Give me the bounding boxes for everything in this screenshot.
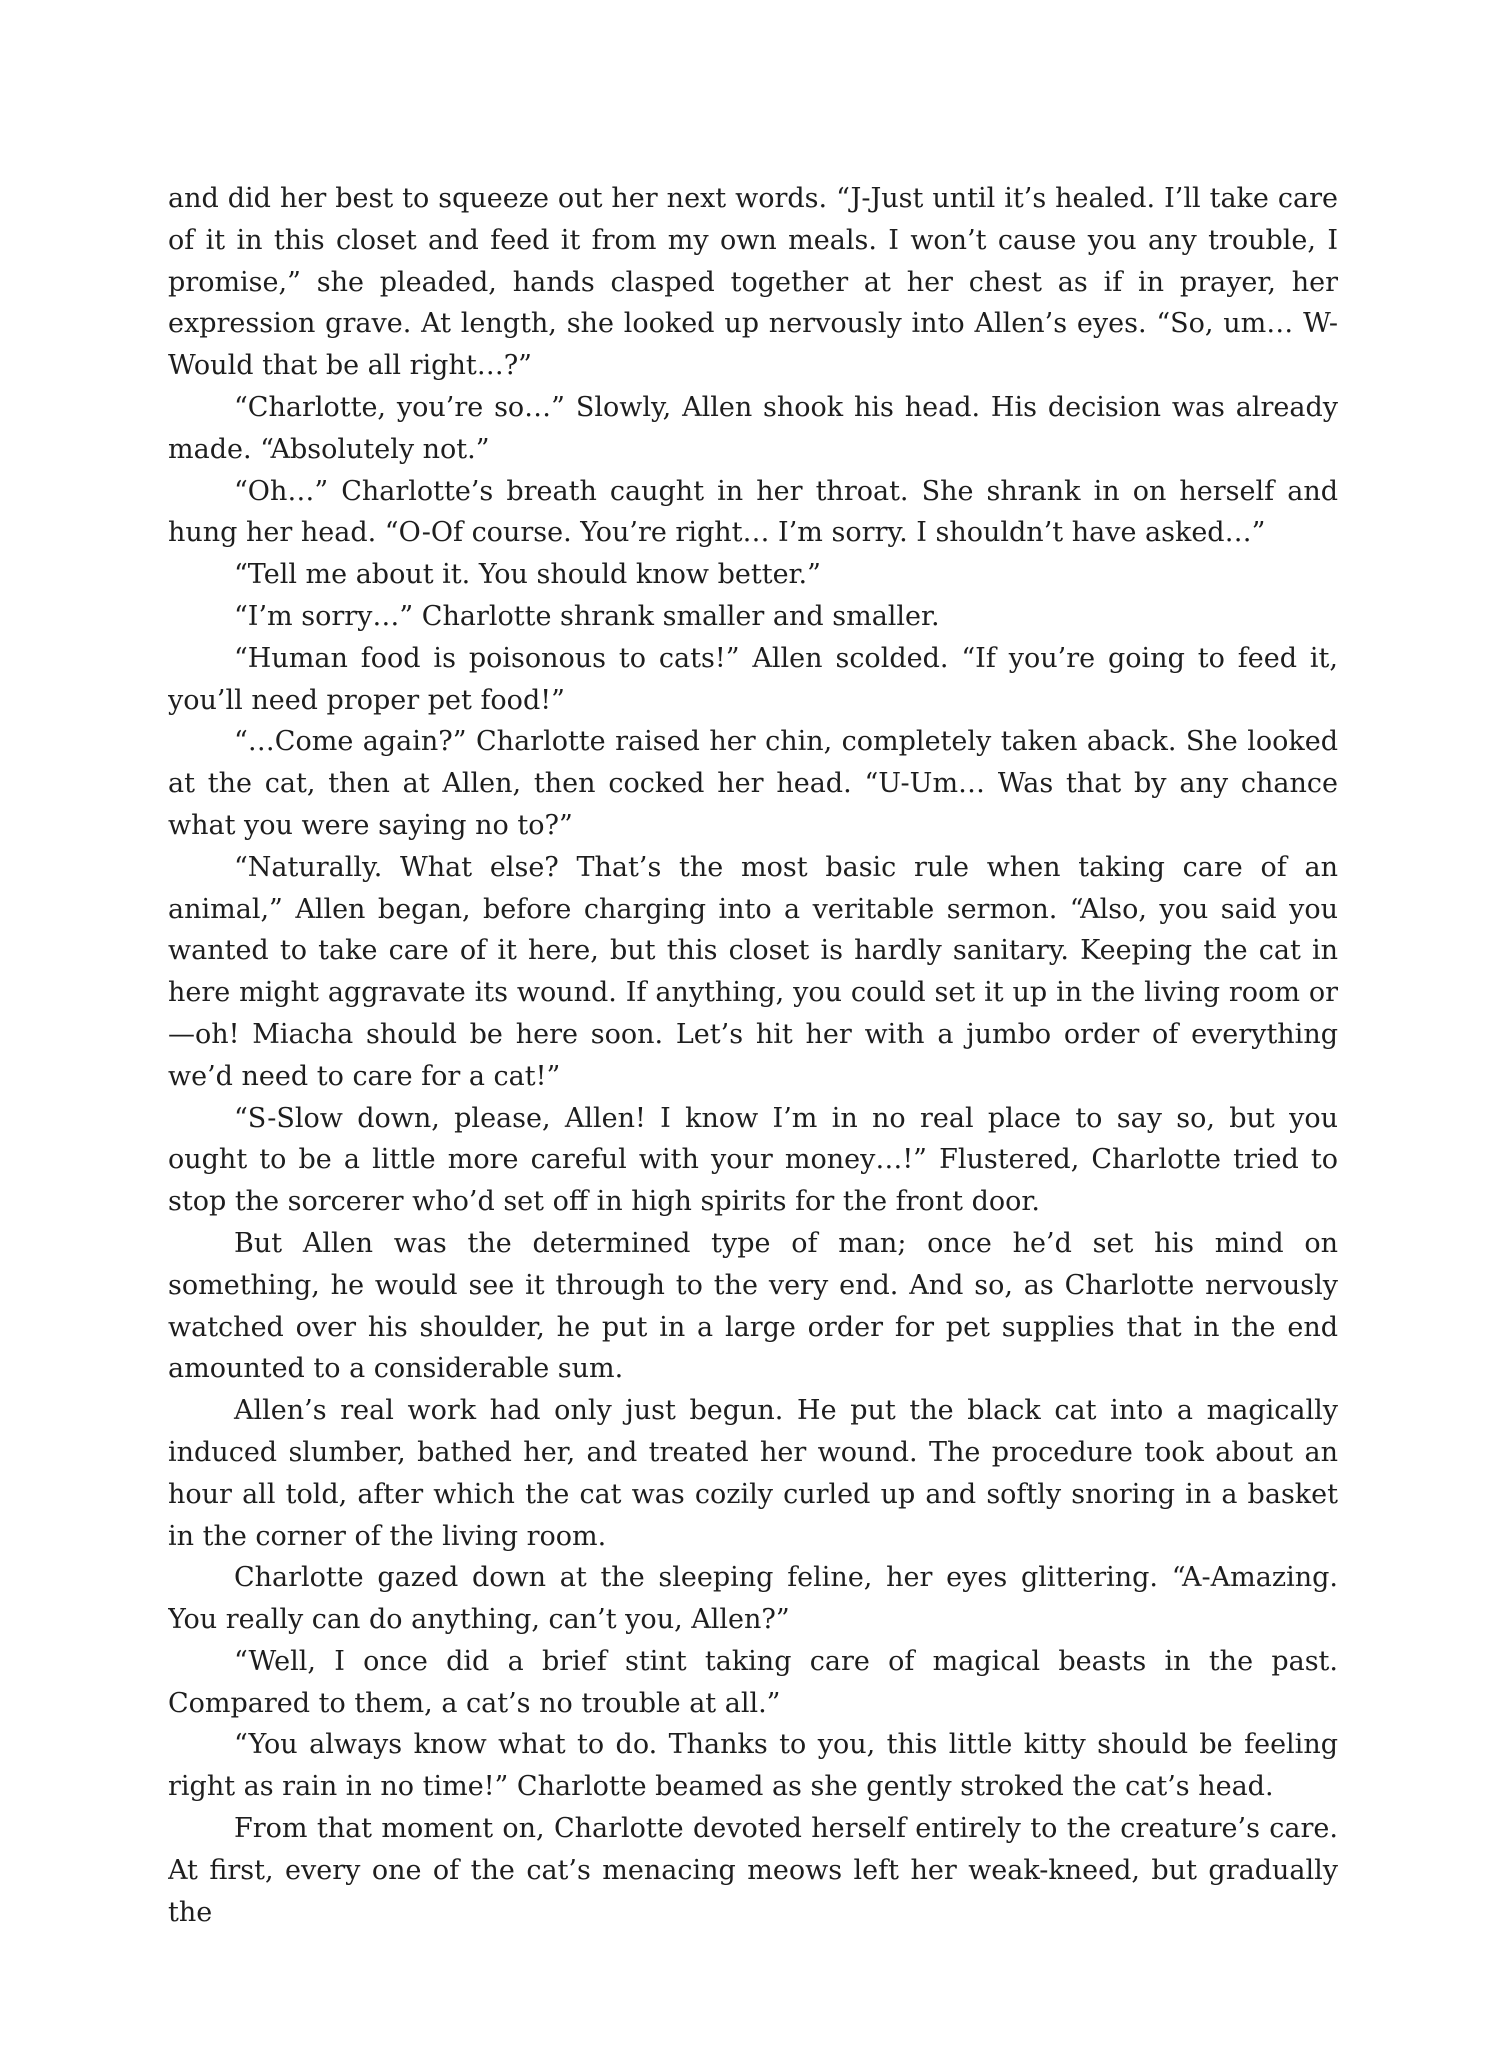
book-page bbox=[168, 178, 1338, 2008]
paragraph-13: “Well, I once did a brief stint taking care of magical beasts in the past. Compared to them, a cat’s no trouble at all.” bbox=[168, 1645, 1338, 1719]
paragraph-7: “…Come again?” Charlotte raised her chin, completely taken aback. She looked at the cat, then at Allen, then cocked her head. “U-Um… Was that by any chance what you were saying no to?” bbox=[168, 726, 1338, 841]
paragraph-15: From that moment on, Charlotte devoted herself entirely to the creature’s care. At first, every one of the cat’s menacing meows left her weak-kneed, but gradually the bbox=[168, 1813, 1338, 1928]
paragraph-1: and did her best to squeeze out her next words. “J-Just until it’s healed. I’ll take care of it in this closet and feed it from my own meals. I won’t cause you any trouble, I promise,” she pleaded, hands clasped together at her chest as if in prayer, her expression grave. At length, she looked up nervously into Allen’s eyes. “So, um… W-Would that be all right…?” bbox=[168, 183, 1338, 382]
paragraph-6: “Human food is poisonous to cats!” Allen scolded. “If you’re going to feed it, you’ll need proper pet food!” bbox=[168, 642, 1338, 716]
paragraph-14: “You always know what to do. Thanks to you, this little kitty should be feeling right as rain in no time!” Charlotte beamed as she gently stroked the cat’s head. bbox=[168, 1729, 1338, 1803]
paragraph-9: “S-Slow down, please, Allen! I know I’m in no real place to say so, but you ought to be a little more careful with your money…!” Flustered, Charlotte tried to stop the sorcerer who’d set off in high spirits for the front door. bbox=[168, 1102, 1338, 1218]
paragraph-4: “Tell me about it. You should know better.” bbox=[234, 559, 821, 591]
paragraph-5: “I’m sorry…” Charlotte shrank smaller and smaller. bbox=[234, 600, 940, 632]
paragraph-3: “Oh…” Charlotte’s breath caught in her throat. She shrank in on herself and hung her head. “O-Of course. You’re right… I’m sorry. I shouldn’t have asked…” bbox=[168, 475, 1338, 549]
paragraph-10: But Allen was the determined type of man; once he’d set his mind on something, he would see it through to the very end. And so, as Charlotte nervously watched over his shoulder, he put in a large order for pet supplies that in the end amounted to a considerable sum. bbox=[168, 1227, 1338, 1385]
paragraph-2: “Charlotte, you’re so…” Slowly, Allen shook his head. His decision was already made. “Absolutely not.” bbox=[168, 391, 1338, 465]
paragraph-12: Charlotte gazed down at the sleeping feline, her eyes glittering. “A-Amazing. You really can do anything, can’t you, Allen?” bbox=[168, 1562, 1338, 1636]
paragraph-11: Allen’s real work had only just begun. He put the black cat into a magically induced slumber, bathed her, and treated her wound. The procedure took about an hour all told, after which the cat was cozily curled up and softly snoring in a basket in the corner of the living room. bbox=[168, 1395, 1338, 1552]
paragraph-8: “Naturally. What else? That’s the most basic rule when taking care of an animal,” Allen began, before charging into a veritable sermon. “Also, you said you wanted to take care of it here, but this closet is hardly sanitary. Keeping the cat in here might aggravate its wound. If anything, you could set it up in the living room or—oh! Miacha should be here soon. Let’s hit her with a jumbo order of everything we’d need to care for a cat!” bbox=[168, 851, 1338, 1092]
